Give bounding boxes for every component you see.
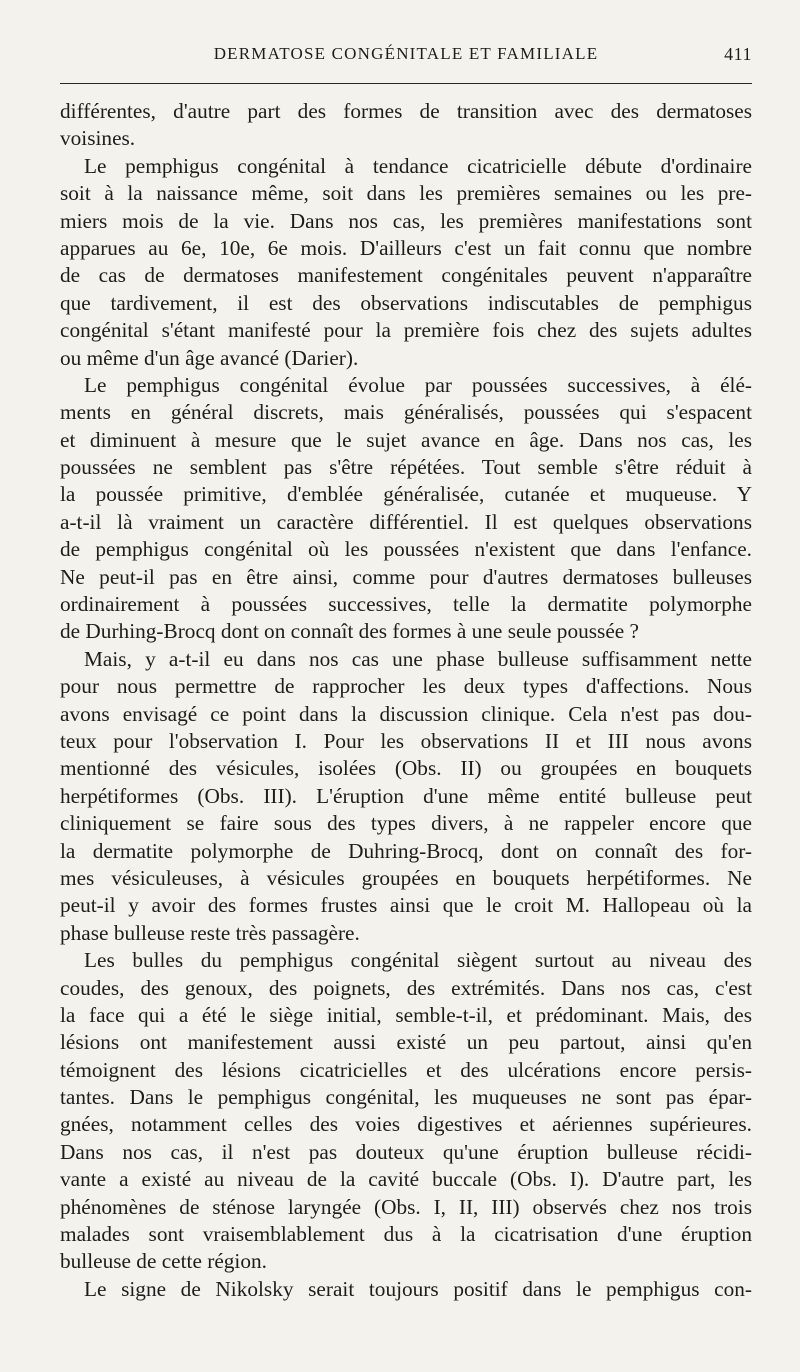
text-line: teux pour l'observation I. Pour les observations II et III nous avons bbox=[60, 728, 752, 753]
text-line: apparues au 6e, 10e, 6e mois. D'ailleurs c'est un fait connu que nombre bbox=[60, 235, 752, 260]
text-line: Le signe de Nikolsky serait toujours positif dans le pemphigus con- bbox=[84, 1276, 752, 1301]
text-line: de pemphigus congénital où les poussées n'existent que dans l'enfance. bbox=[60, 537, 752, 562]
text-line: la dermatite polymorphe de Duhring-Brocq, dont on connaît des for- bbox=[60, 838, 752, 863]
text-line: Mais, y a-t-il eu dans nos cas une phase bulleuse suffisamment nette bbox=[84, 646, 752, 671]
text-line: ordinairement à poussées successives, telle la dermatite polymorphe bbox=[60, 592, 752, 617]
text-line: de Durhing-Brocq dont on connaît des formes à une seule poussée ? bbox=[60, 619, 639, 644]
text-line: coudes, des genoux, des poignets, des extrémités. Dans nos cas, c'est bbox=[60, 975, 752, 1000]
text-line: et diminuent à mesure que le sujet avance en âge. Dans nos cas, les bbox=[60, 427, 752, 452]
text-line: peut-il y avoir des formes frustes ainsi que le croit M. Hallopeau où la bbox=[60, 893, 752, 918]
text-line: a-t-il là vraiment un caractère différentiel. Il est quelques observations bbox=[60, 509, 752, 534]
text-line: soit à la naissance même, soit dans les premières semaines ou les pre- bbox=[60, 181, 752, 206]
text-line: gnées, notamment celles des voies digestives et aériennes supérieures. bbox=[60, 1112, 752, 1137]
text-line: ou même d'un âge avancé (Darier). bbox=[60, 345, 359, 370]
text-line: herpétiformes (Obs. III). L'éruption d'une même entité bulleuse peut bbox=[60, 783, 752, 808]
running-title: DERMATOSE CONGÉNITALE ET FAMILIALE bbox=[213, 44, 599, 63]
text-line: témoignent des lésions cicatricielles et des ulcérations encore persis- bbox=[60, 1057, 752, 1082]
running-head bbox=[60, 44, 752, 68]
text-line: lésions ont manifestement aussi existé un peu partout, ainsi qu'en bbox=[60, 1030, 752, 1055]
text-line: voisines. bbox=[60, 126, 136, 151]
text-line: la poussée primitive, d'emblée généralisée, cutanée et muqueuse. Y bbox=[60, 482, 752, 507]
body-text bbox=[60, 98, 752, 1303]
text-line: poussées ne semblent pas s'être répétées. Tout semble s'être réduit à bbox=[60, 455, 752, 480]
text-line: ments en général discrets, mais généralisés, poussées qui s'espacent bbox=[60, 400, 752, 425]
text-line: que tardivement, il est des observations indiscutables de pemphigus bbox=[60, 290, 752, 315]
text-line: Le pemphigus congénital à tendance cicatricielle débute d'ordinaire bbox=[84, 153, 752, 178]
text-line: de cas de dermatoses manifestement congénitales peuvent n'apparaître bbox=[60, 263, 752, 288]
text-line: mentionné des vésicules, isolées (Obs. II) ou groupées en bouquets bbox=[60, 756, 752, 781]
text-line: la face qui a été le siège initial, semble-t-il, et prédominant. Mais, des bbox=[60, 1002, 752, 1027]
page-number: 411 bbox=[724, 44, 752, 64]
header-rule bbox=[60, 83, 752, 84]
text-line: malades sont vraisemblablement dus à la cicatrisation d'une éruption bbox=[60, 1222, 752, 1247]
text-line: avons envisagé ce point dans la discussion clinique. Cela n'est pas dou- bbox=[60, 701, 752, 726]
text-line: tantes. Dans le pemphigus congénital, les muqueuses ne sont pas épar- bbox=[60, 1085, 752, 1110]
text-line: Le pemphigus congénital évolue par poussées successives, à élé- bbox=[84, 372, 752, 397]
text-line: vante a existé au niveau de la cavité buccale (Obs. I). D'autre part, les bbox=[60, 1167, 752, 1192]
text-line: congénital s'étant manifesté pour la première fois chez des sujets adultes bbox=[60, 318, 752, 343]
text-line: phénomènes de sténose laryngée (Obs. I, II, III) observés chez nos trois bbox=[60, 1194, 752, 1219]
text-line: Ne peut-il pas en être ainsi, comme pour d'autres dermatoses bulleuses bbox=[60, 564, 752, 589]
text-line: différentes, d'autre part des formes de transition avec des dermatoses bbox=[60, 99, 752, 123]
text-line: miers mois de la vie. Dans nos cas, les premières manifestations sont bbox=[60, 208, 752, 233]
text-line: cliniquement se faire sous des types divers, à ne rappeler encore que bbox=[60, 811, 752, 836]
text-line: Dans nos cas, il n'est pas douteux qu'une éruption bulleuse récidi- bbox=[60, 1139, 752, 1164]
text-line: phase bulleuse reste très passagère. bbox=[60, 920, 360, 945]
text-line: Les bulles du pemphigus congénital siègent surtout au niveau des bbox=[84, 948, 752, 973]
text-line: pour nous permettre de rapprocher les deux types d'affections. Nous bbox=[60, 674, 752, 699]
text-line: mes vésiculeuses, à vésicules groupées en bouquets herpétiformes. Ne bbox=[60, 865, 752, 890]
text-line: bulleuse de cette région. bbox=[60, 1249, 267, 1274]
